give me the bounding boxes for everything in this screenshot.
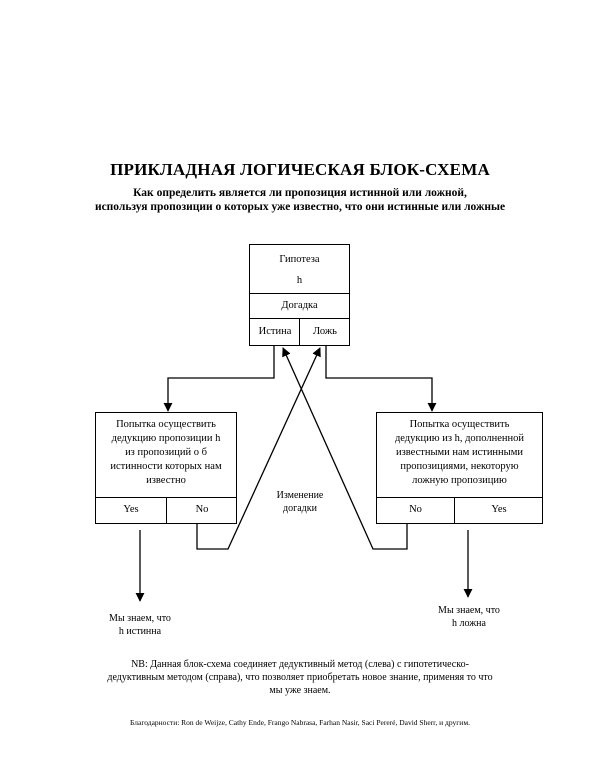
connector-false-to-right-box bbox=[326, 346, 432, 411]
credits: Благодарности: Ron de Weijze, Cathy Ende, Frango Nabrasa, Farhan Nasir, Saci Pereré, David Sherr, и другим. bbox=[130, 718, 470, 727]
result-true: Мы знаем, что h истинна bbox=[109, 613, 171, 637]
result-false: Мы знаем, что h ложна bbox=[438, 605, 500, 629]
guess-label: Догадка bbox=[281, 300, 318, 311]
refutation-line-4: пропозициями, некоторую bbox=[400, 461, 519, 472]
connector-true-to-left-box bbox=[168, 346, 274, 411]
nb-footnote: NB: Данная блок-схема соединяет дедуктивный метод (слева) с гипотетическо- дедуктивным методом (справа), что позволяет приобретать новое знание, применяя то что мы уже знаем. bbox=[107, 659, 493, 696]
deduction-line-1: Попытка осуществить bbox=[116, 419, 216, 430]
hypothesis-symbol: h bbox=[296, 275, 303, 286]
refutation-line-5: ложную пропозицию bbox=[412, 475, 507, 486]
deduction-line-3: из пропозиций о б bbox=[125, 447, 207, 458]
deduction-line-4: истинности которых нам bbox=[110, 461, 222, 472]
refutation-box bbox=[376, 412, 543, 524]
deduction-line-2: дедукцию пропозиции h bbox=[111, 433, 221, 444]
change-guess-label: Изменение догадки bbox=[276, 490, 324, 514]
true-label: Истина bbox=[258, 326, 292, 337]
refutation-line-3: известными нам истинными bbox=[396, 447, 523, 458]
deduction-yes-label: Yes bbox=[123, 504, 139, 515]
divider bbox=[250, 293, 349, 294]
deduction-box bbox=[95, 412, 237, 524]
refutation-yes-label: Yes bbox=[491, 504, 507, 515]
subtitle-line-1: Как определить является ли пропозиция истинной или ложной, bbox=[133, 187, 467, 199]
refutation-no-label: No bbox=[409, 504, 422, 515]
false-label: Ложь bbox=[313, 326, 337, 337]
subtitle-line-2: используя пропозиции о которых уже известно, что они истинные или ложные bbox=[94, 201, 506, 213]
deduction-line-5: известно bbox=[146, 475, 186, 486]
divider bbox=[377, 497, 542, 498]
deduction-no-label: No bbox=[195, 504, 209, 515]
hypothesis-label: Гипотеза bbox=[279, 254, 320, 265]
refutation-line-1: Попытка осуществить bbox=[409, 419, 510, 430]
page-title: ПРИКЛАДНАЯ ЛОГИЧЕСКАЯ БЛОК-СХЕМА bbox=[110, 160, 490, 179]
refutation-line-2: дедукцию из h, дополненной bbox=[394, 433, 525, 444]
hypothesis-box bbox=[249, 244, 350, 346]
